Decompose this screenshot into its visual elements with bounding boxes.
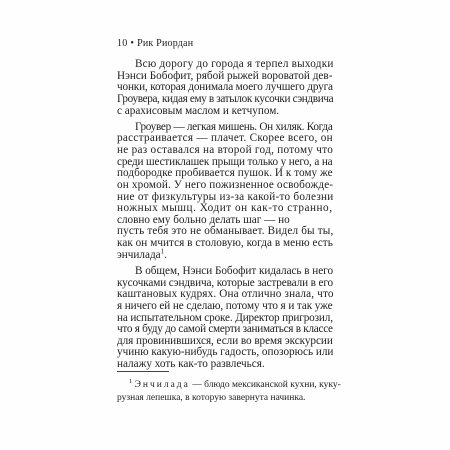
text-line: он хромой. У него пожизненное освобожде- xyxy=(117,178,334,191)
text-line: расстраивается — плачет. Скорее всего, он xyxy=(117,132,333,145)
footnote-ref-suffix: . xyxy=(164,248,167,261)
text-line: чонки, которая донимала моего лучшего друга xyxy=(117,81,333,94)
page-number: 10 xyxy=(117,38,128,49)
text-line: кусочками сэндвича, которые застревали в его xyxy=(117,276,334,289)
text-line: с арахисовым маслом и кетчупом. xyxy=(117,104,280,117)
footnote-term: Энчилада xyxy=(134,380,190,390)
text-line: я ничего ей не сделаю, потому что я и так уже xyxy=(117,299,333,312)
text-line: Всю дорогу до города я терпел выходки xyxy=(135,58,334,70)
running-title: Рик Риордан xyxy=(137,38,194,49)
footnote-divider xyxy=(117,371,169,372)
header-bullet: • xyxy=(130,38,135,49)
running-header xyxy=(117,38,193,49)
text-line xyxy=(117,246,167,261)
footnote-ref: 1 xyxy=(160,246,165,255)
text-line: ножных мышц. Ходит он как-то странно, xyxy=(117,202,333,215)
text-line: ние от физкультуры из-за какой-то болезни xyxy=(117,190,334,203)
text-line: учиню какую-нибудь гадость, опозорюсь или xyxy=(117,346,334,359)
text-line: каштановых кудрях. Она отлично знала, что xyxy=(117,288,334,301)
footnote xyxy=(129,377,341,391)
text-line: не раз оставался на второй год, потому что xyxy=(117,144,334,156)
text-line-content: энчилада xyxy=(117,248,161,261)
text-line: на испытательном сроке. Директор пригрозил, xyxy=(117,311,333,324)
footnote-line-2: рузная лепешка, в которую завернута начинка. xyxy=(117,393,306,403)
text-line: пусть тебя это не обманывает. Видел бы ты, xyxy=(117,225,334,238)
text-line: как он мчится в столовую, когда в меню есть xyxy=(117,237,333,250)
text-line: что я буду до самой смерти заниматься в классе xyxy=(117,323,333,336)
text-line: среди шестиклашек прыщи только у него, а на xyxy=(117,155,333,168)
text-line: В общем, Нэнси Бобофит кидалась в него xyxy=(135,265,334,277)
text-line: словно ему больно делать шаг — но xyxy=(117,213,290,226)
text-line: Гроувера, кидая ему в затылок кусочки сэндвича xyxy=(117,92,334,105)
footnote-text: — блюдо мексиканской кухни, куку- xyxy=(189,380,341,390)
text-line: Гроувер — легкая мишень. Он хиляк. Когда xyxy=(135,120,333,133)
text-line: Нэнси Бобофит, рябой рыжей вороватой дев- xyxy=(117,69,333,82)
text-line: подбородке пробивается пушок. И к тому же xyxy=(117,167,333,180)
footnote-marker: 1 xyxy=(129,377,133,385)
text-line: налажу хоть как-то развлечься. xyxy=(117,358,265,370)
text-line: для провинившихся, если во время экскурсии xyxy=(117,334,333,347)
